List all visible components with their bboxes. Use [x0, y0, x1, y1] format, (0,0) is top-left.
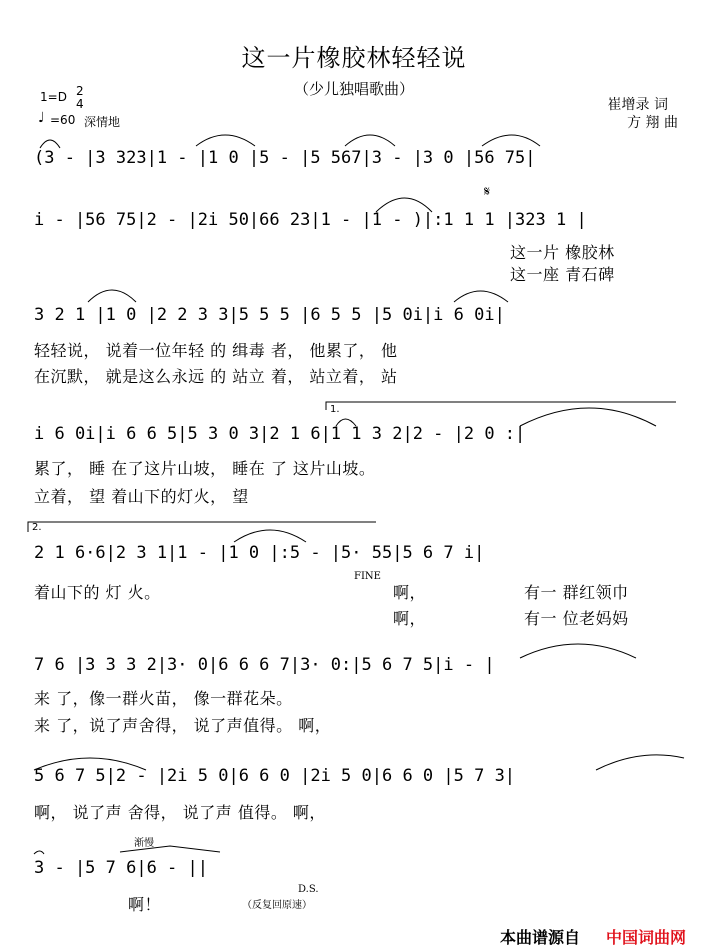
notation-row-3: 3 2 1 |1 0 |2 2 3 3|5 5 5 |6 5 5 |5 0i|i 6 0i| [34, 305, 505, 325]
lyric-row-6b: 来 了，说了声舍得， 说了声值得。 啊， [34, 716, 332, 735]
notation-row-6: 7 6 |3 3 3 2|3· 0|6 6 6 7|3· 0:|5 6 7 5|i - | [34, 655, 495, 675]
tempo-marking: =60 [50, 113, 76, 127]
ritardando-marking: 渐慢 [134, 838, 154, 849]
quarter-note-icon: ♩ [38, 110, 45, 126]
notation-row-1: (3 - |3 323|1 - |1 0 |5 - |5 567|3 - |3 0 |56 75| [34, 148, 536, 168]
lyricist-credit: 崔增录 词 [607, 97, 668, 113]
lyric-row-5c-a: 啊， [393, 609, 427, 628]
lyric-row-7a: 啊， 说了声 舍得， 说了声 值得。 啊， [34, 803, 326, 822]
volta-1-label: 1. [330, 404, 340, 415]
lyric-row-6a: 来 了，像一群火苗， 像一群花朵。 [34, 689, 293, 708]
lyric-row-5b-a: 啊， [393, 583, 427, 602]
notation-row-5: 2 1 6·6|2 3 1|1 - |1 0 |:5 - |5· 55|5 6 7 i| [34, 543, 485, 563]
key-signature: 1=D [40, 90, 67, 104]
time-signature-bottom: 4 [76, 97, 84, 111]
mood-marking: 深情地 [84, 115, 121, 129]
song-subtitle: （少儿独唱歌曲） [293, 80, 414, 98]
notation-row-2: i - |56 75|2 - |2i 50|66 23|1 - |1 - )|:1 1 1 |323 1 | [34, 210, 587, 230]
composer-credit: 方 翔 曲 [627, 115, 678, 131]
notation-row-4: i 6 0i|i 6 6 5|5 3 0 3|2 1 6|1 1 3 2|2 - |2 0 :| [34, 424, 526, 444]
source-site-link[interactable]: 中国词曲网 [606, 928, 687, 947]
lyric-row-4b: 立着， 望 着山下的灯火， 望 [34, 487, 249, 506]
volta-2-label: 2. [32, 522, 42, 533]
lyric-row-5b-b: 有一 群红领巾 [524, 583, 629, 602]
segno-icon: 𝄋 [484, 184, 491, 200]
fine-marking: FINE [354, 571, 381, 582]
notation-row-7: 5 6 7 5|2 - |2i 5 0|6 6 0 |2i 5 0|6 6 0 |5 7 3| [34, 766, 516, 786]
lyric-row-3b: 在沉默， 就是这么永远 的 站立 着， 站立着， 站 [34, 367, 398, 386]
lyric-row-2b: 这一座 青石碑 [510, 265, 615, 284]
lyric-row-3a: 轻轻说， 说着一位年轻 的 缉毒 者， 他累了， 他 [34, 341, 398, 360]
song-title: 这一片橡胶林轻轻说 [241, 44, 467, 72]
notation-row-8: 3 - |5 7 6|6 - || [34, 858, 208, 878]
lyric-row-8a: 啊！ [128, 895, 162, 914]
time-signature-top: 2 [76, 84, 84, 98]
lyric-row-5c-b: 有一 位老妈妈 [524, 609, 629, 628]
ds-marking: D.S. [298, 884, 319, 895]
lyric-row-2a: 这一片 橡胶林 [510, 243, 615, 262]
lyric-row-4a: 累了， 睡 在了这片山坡， 睡在 了 这片山坡。 [34, 459, 376, 478]
ds-note: （反复回原速） [242, 900, 312, 911]
lyric-row-5a: 着山下的 灯 火。 [34, 583, 161, 602]
source-label: 本曲谱源自 [500, 928, 581, 947]
